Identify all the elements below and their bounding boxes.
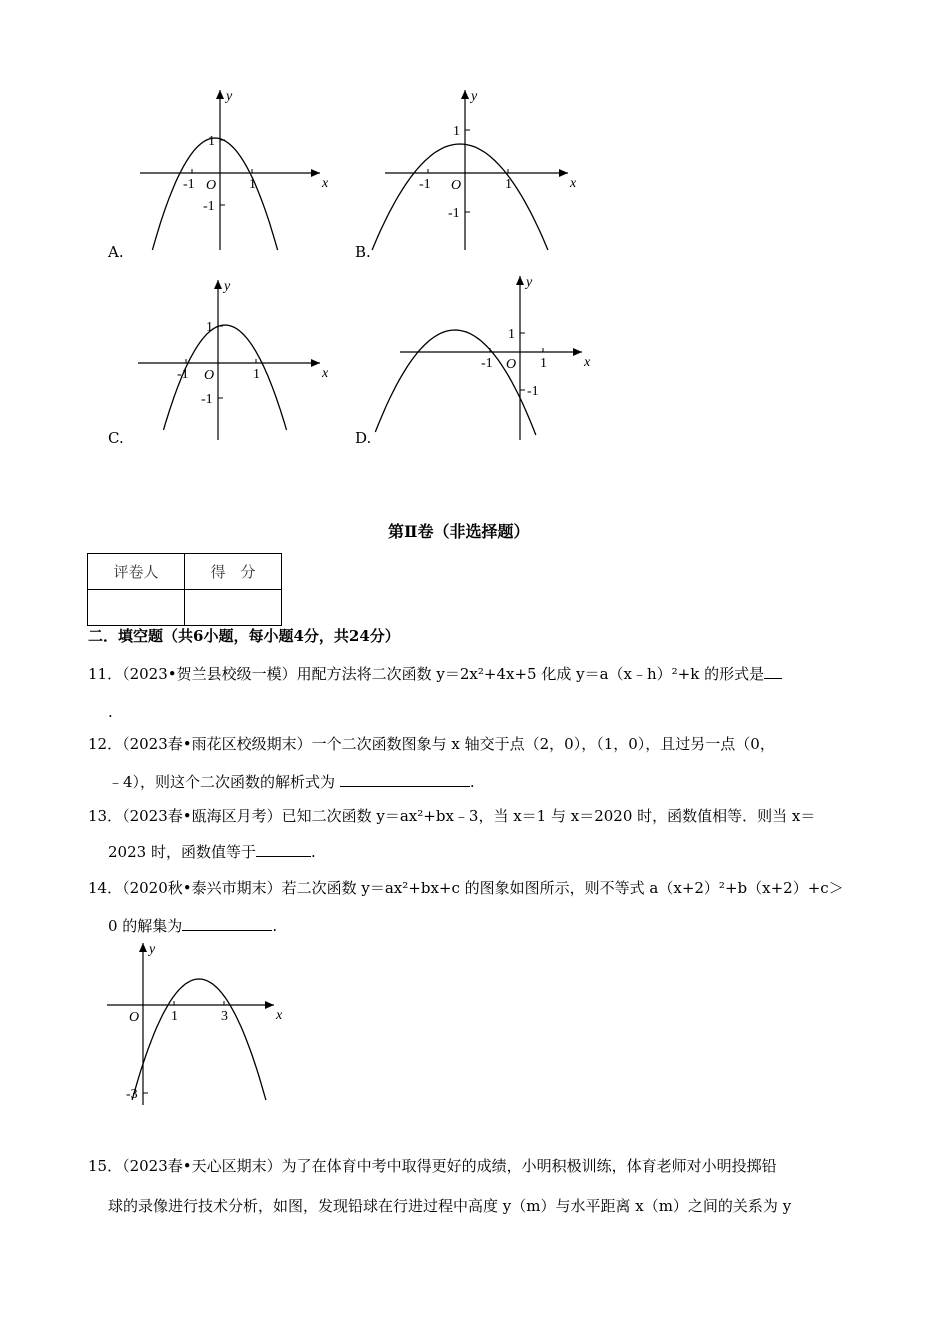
option-c-label: C. — [108, 429, 124, 447]
y-axis-label: y — [224, 279, 231, 294]
q12: 12．（2023春•雨花区校级期末）一个二次函数图象与 x 轴交于点（2，0），（1，0），且过另一点（0， — [88, 735, 775, 753]
q12-cont: ﹣4），则这个二次函数的解析式为 . — [108, 773, 475, 791]
y-axis-label: y — [226, 89, 233, 104]
x-tick-label: 3 — [221, 1009, 228, 1024]
x-tick-label: 1 — [253, 367, 260, 382]
origin-label: O — [451, 178, 462, 193]
parabola-curve — [132, 979, 266, 1100]
parabola-curve — [372, 144, 548, 250]
q11: 11．（2023•贺兰县校级一模）用配方法将二次函数 y＝2x²+4x+5 化成 y＝a（x﹣h）²+k 的形式是 — [88, 664, 782, 684]
q14: 14．（2020秋•泰兴市期末）若二次函数 y＝ax²+bx+c 的图象如图所示，则不等式 a（x+2）²+b（x+2）+c＞ — [88, 879, 844, 897]
x-tick-label: -1 — [419, 177, 431, 192]
q15: 15．（2023春•天心区期末）为了在体育中考中取得更好的成绩，小明积极训练，体育老师对小明投掷铅 — [88, 1157, 777, 1175]
q13: 13．（2023春•瓯海区月考）已知二次函数 y＝ax²+bx﹣3，当 x＝1 与 x＝2020 时，函数值相等．则当 x＝ — [88, 807, 816, 825]
y-tick-label: 1 — [453, 124, 460, 139]
parabola-curve — [375, 330, 536, 435]
origin-label: O — [204, 368, 215, 383]
grader-cell — [88, 590, 185, 626]
y-arrow-icon — [216, 90, 224, 99]
origin-label: O — [506, 357, 517, 372]
parabola-curve — [164, 325, 287, 430]
q14-cont: 0 的解集为 . — [108, 917, 278, 935]
origin-label: O — [206, 178, 217, 193]
y-tick-label: 1 — [208, 134, 215, 149]
y-tick-label: -1 — [201, 392, 213, 407]
x-axis-label: x — [322, 366, 329, 381]
x-axis-label: x — [584, 355, 591, 370]
x-tick-label: -1 — [481, 356, 493, 371]
y-tick-label: 1 — [206, 320, 213, 335]
y-arrow-icon — [461, 90, 469, 99]
x-arrow-icon — [311, 169, 320, 177]
q13-cont: 2023 时，函数值等于 . — [108, 843, 316, 861]
y-arrow-icon — [139, 943, 147, 952]
y-tick-label: -1 — [527, 384, 539, 399]
origin-label: O — [129, 1010, 140, 1025]
x-arrow-icon — [559, 169, 568, 177]
q11-cont: . — [108, 703, 113, 721]
y-axis-label: y — [471, 89, 478, 104]
y-tick-label: -3 — [126, 1087, 138, 1102]
x-tick-label: 1 — [171, 1009, 178, 1024]
x-arrow-icon — [311, 359, 320, 367]
x-tick-label: 1 — [540, 356, 547, 371]
x-tick-label: -1 — [177, 367, 189, 382]
option-a-label: A. — [108, 243, 124, 261]
part2-heading: 二．填空题（共6小题，每小题4分，共24分） — [88, 627, 400, 645]
y-tick-label: -1 — [448, 206, 460, 221]
section-title: 第Ⅱ卷（非选择题） — [388, 522, 530, 541]
y-tick-label: -1 — [203, 199, 215, 214]
x-arrow-icon — [265, 1001, 274, 1009]
score-header: 得 分 — [185, 554, 282, 590]
x-arrow-icon — [573, 348, 582, 356]
option-d-label: D. — [355, 429, 372, 447]
parabola-curve — [152, 138, 277, 250]
x-tick-label: -1 — [183, 177, 195, 192]
x-axis-label: x — [570, 176, 577, 191]
score-cell — [185, 590, 282, 626]
q15-cont: 球的录像进行技术分析，如图，发现铅球在行进过程中高度 y（m）与水平距离 x（m）之间的关系为 y — [108, 1197, 792, 1215]
x-axis-label: x — [276, 1008, 283, 1023]
y-arrow-icon — [516, 276, 524, 285]
y-axis-label: y — [526, 275, 533, 290]
y-arrow-icon — [214, 280, 222, 289]
x-axis-label: x — [322, 176, 329, 191]
grader-header: 评卷人 — [88, 554, 185, 590]
option-b-label: B. — [355, 243, 371, 261]
x-tick-label: 1 — [505, 177, 512, 192]
y-tick-label: 1 — [508, 327, 515, 342]
score-table — [87, 553, 282, 626]
y-axis-label: y — [149, 942, 156, 957]
x-tick-label: 1 — [249, 177, 256, 192]
